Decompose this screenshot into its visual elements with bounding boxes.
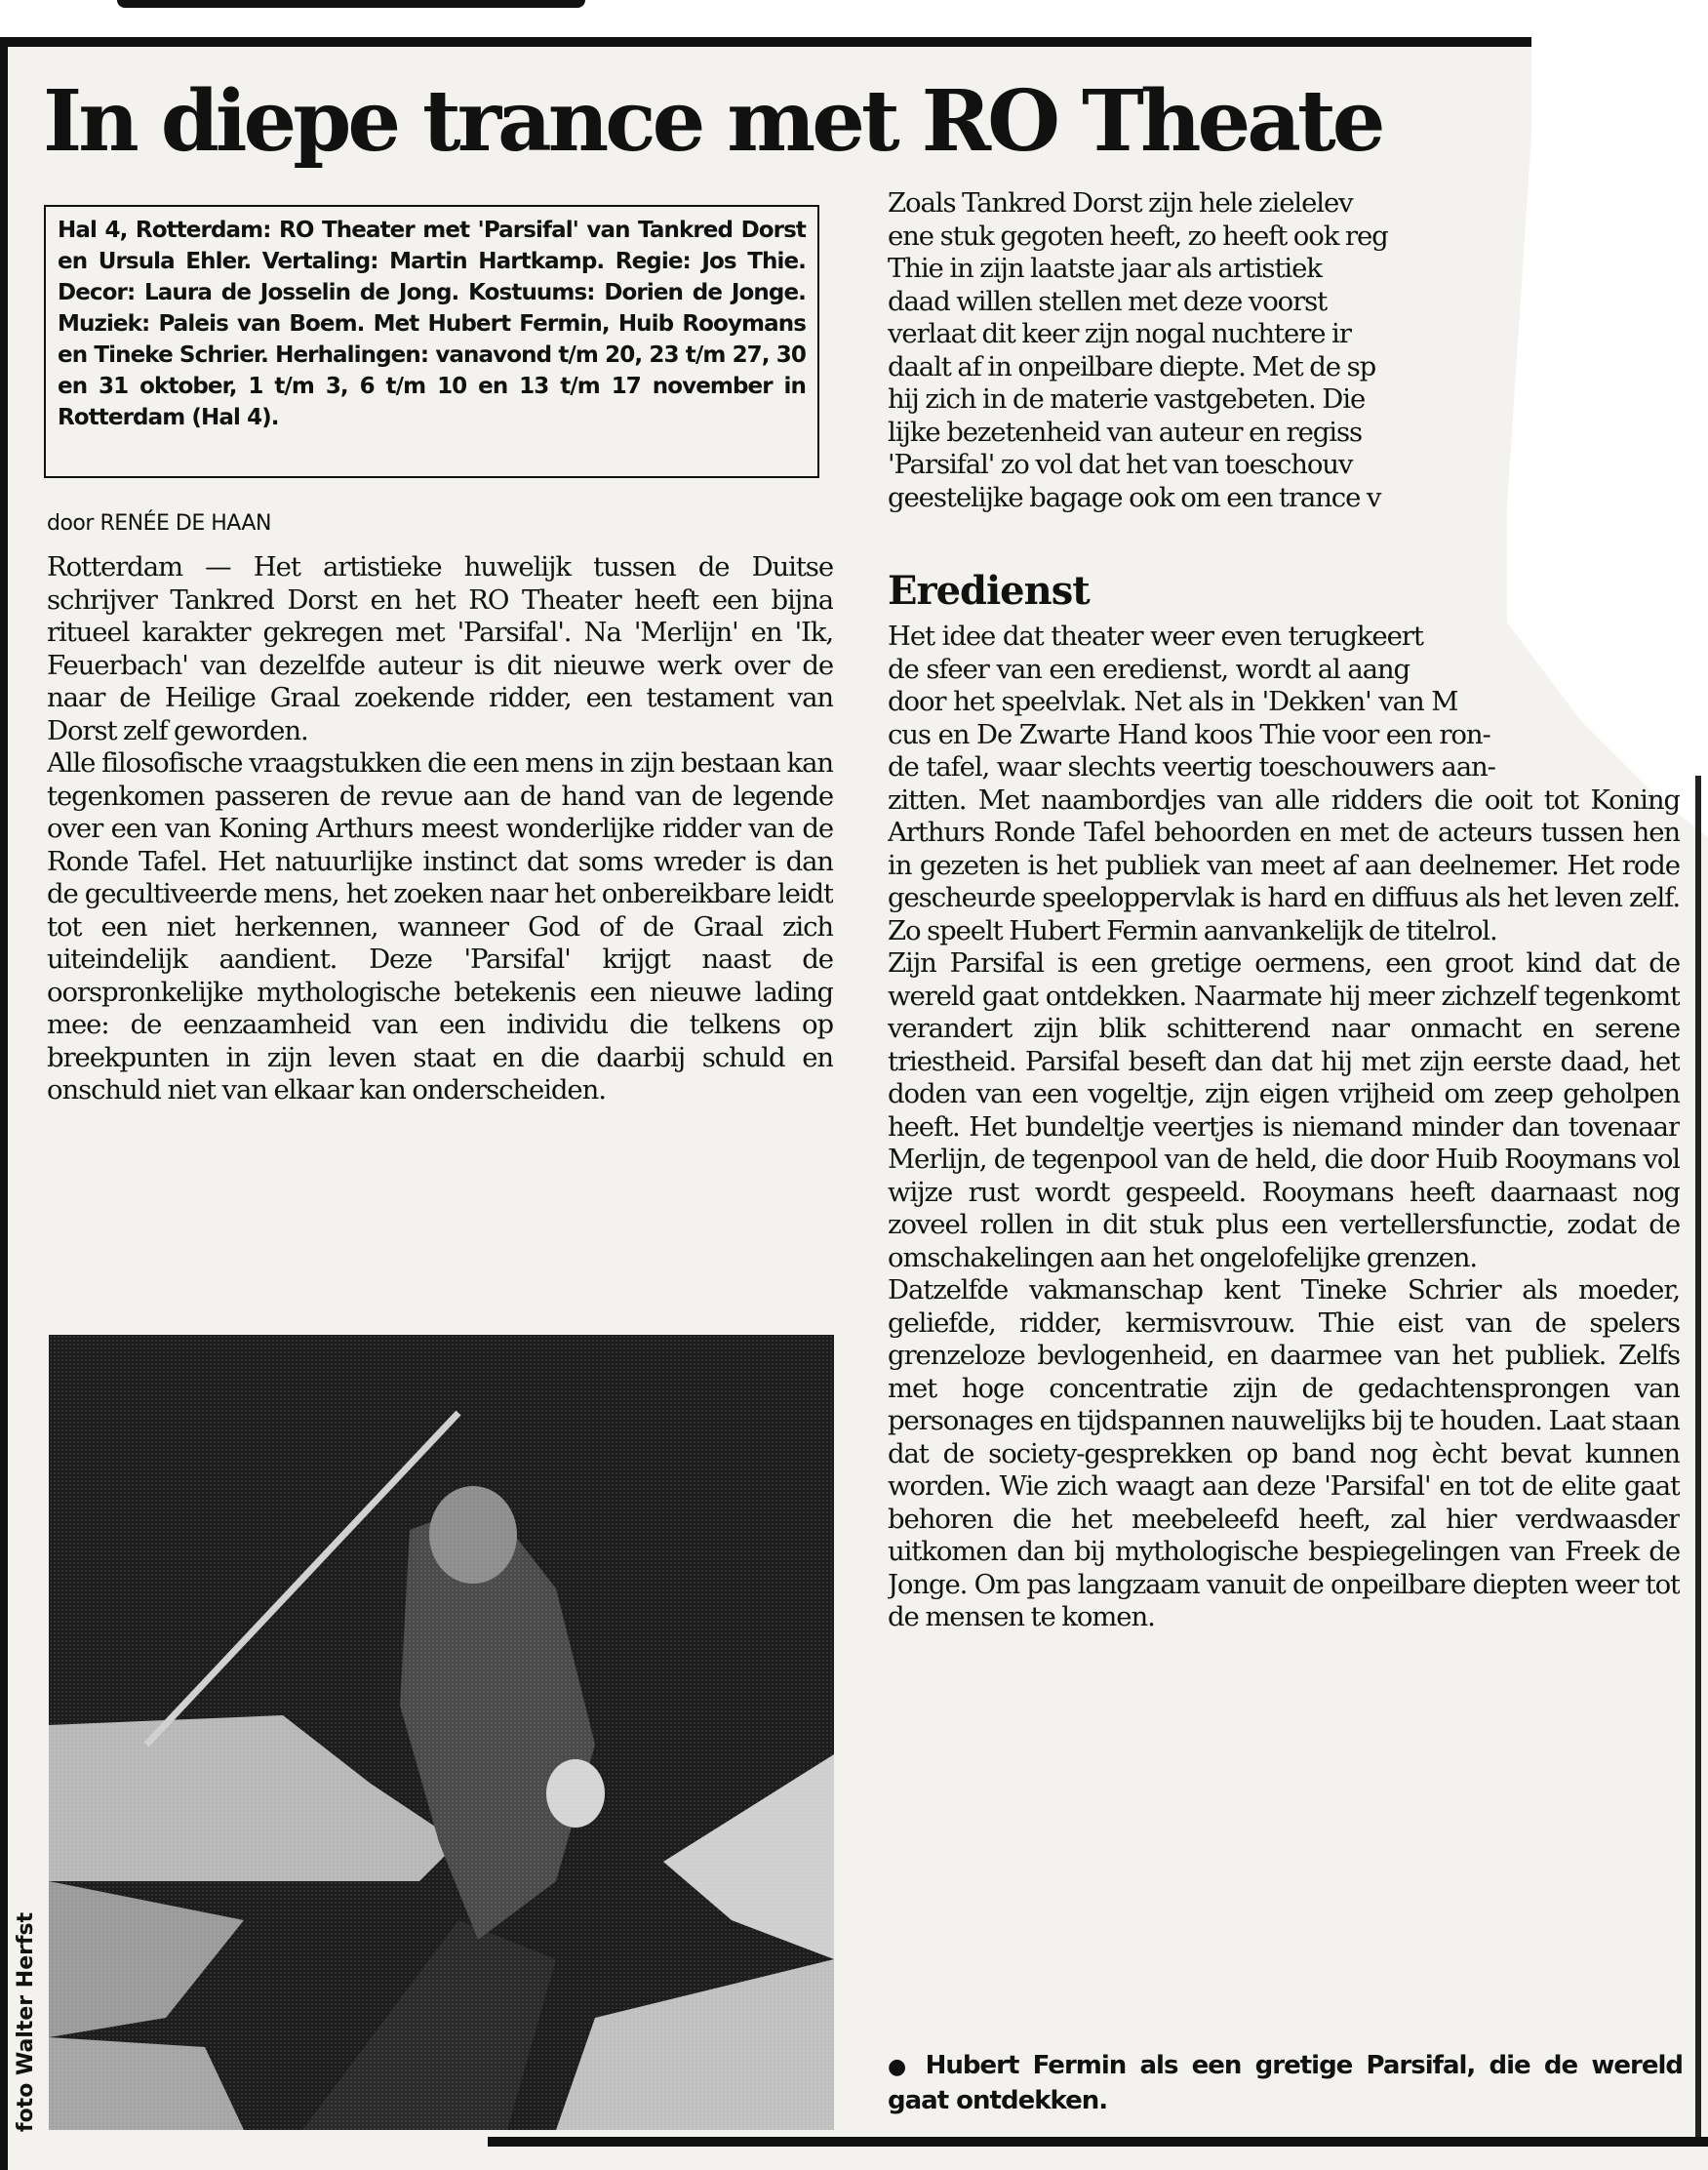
- paragraph: Zijn Parsifal is een gretige oermens, een groot kind dat de wereld gaat ontdekken. Naarmate hij meer zichzelf tegenkomt verandert zijn blik schitterend naar onmacht en serene triestheid. Parsifal beseft dan dat hij met zijn eerste daad, het doden van een vogeltje, zijn eigen vrijheid om zeep geholpen heeft. Het bundeltje veertjes is niemand minder dan tovenaar Merlijn, de tegenpool van de held, die door Huib Rooymans vol wijze rust wordt gespeeld. Rooymans heeft daarnaast nog zoveel rollen in dit stuk plus een vertellersfunctie, zodat de omschakelingen aan het ongelofelijke grenzen.: [888, 947, 1680, 1273]
- photo-illustration: [49, 1335, 834, 2130]
- article-right-column-main: [888, 784, 1680, 1634]
- text-line: hij zich in de materie vastgebeten. Die: [888, 383, 1366, 415]
- bullet-icon: ●: [888, 2055, 912, 2079]
- text-line: verlaat dit keer zijn nogal nuchtere ir: [888, 318, 1351, 349]
- frame-border-right: [1695, 776, 1701, 2137]
- byline: [47, 509, 271, 539]
- paragraph: zitten. Met naambordjes van alle ridders die ooit tot Koning Arthurs Ronde Tafel behoorden en met de acteurs tussen hen in gezeten is het publiek van meet af aan deelnemer. Het rode gescheurde speeloppervlak is hard en diffuus als het leven zelf. Zo speelt Hubert Fermin aanvankelijk de titelrol.: [888, 784, 1680, 946]
- performance-photo: [49, 1335, 834, 2130]
- article-right-column-jagged: [888, 621, 1590, 784]
- paragraph: Rotterdam — Het artistieke huwelijk tussen de Duitse schrijver Tankred Dorst en het RO Theater heeft een bijna ritueel karakter gekregen met 'Parsifal'. Na 'Merlijn' en 'Ik, Feuerbach' van dezelfde auteur is dit nieuwe werk over de naar de Heilige Graal zoekende ridder, een testament van Dorst zelf geworden.: [47, 551, 833, 746]
- text-line: daad willen stellen met deze voorst: [888, 285, 1328, 317]
- text-line: Thie in zijn laatste jaar als artistiek: [888, 253, 1322, 284]
- article-left-column: [47, 551, 833, 1322]
- torn-paper-edge: [117, 0, 585, 8]
- text-line: Het idee dat theater weer even terugkeert: [888, 621, 1423, 652]
- byline-author: RENÉE DE HAAN: [99, 511, 271, 536]
- text-line: geestelijke bagage ook om een trance v: [888, 481, 1381, 513]
- frame-border-top: [0, 37, 1531, 47]
- headline: In diepe trance met RO Theate: [43, 72, 1382, 171]
- text-line: lijke bezetenheid van auteur en regiss: [888, 416, 1362, 448]
- text-line: 'Parsifal' zo vol dat het van toeschouv: [888, 449, 1353, 480]
- halftone-overlay: [49, 1335, 834, 2130]
- text-line: ene stuk gegoten heeft, zo heeft ook reg: [888, 220, 1388, 252]
- paragraph: Alle filosofische vraagstukken die een mens in zijn bestaan kan tegenkomen passeren de revue aan de hand van de legende over een van Koning Arthurs meest wonderlijke ridder van de Ronde Tafel. Het natuurlijke instinct dat soms wreder is dan de gecultiveerde mens, het zoeken naar het onbereikbare leidt tot een niet herkennen, wanneer God of de Graal zich uiteindelijk aandient. Deze 'Parsifal' krijgt naast de oorspronkelijke mythologische betekenis een nieuwe lading mee: de eenzaamheid van een individu die telkens op breekpunten in zijn leven staat en die daarbij schuld en onschuld niet van elkaar kan onderscheiden.: [47, 747, 833, 1105]
- frame-border-bottom: [488, 2137, 1708, 2147]
- text-line: de tafel, waar slechts veertig toeschouwers aan-: [888, 751, 1495, 783]
- article-right-column-torn: [888, 187, 1512, 514]
- text-line: daalt af in onpeilbare diepte. Met de sp: [888, 350, 1376, 382]
- production-info-box: Hal 4, Rotterdam: RO Theater met 'Parsifal' van Tankred Dorst en Ursula Ehler. Vertaling: Martin Hartkamp. Regie: Jos Thie. Decor: Laura de Josselin de Jong. Kostuums: Dorien de Jonge. Muziek: Paleis van Boem. Met Hubert Fermin, Huib Rooymans en Tineke Schrier. Herhalingen: vanavond t/m 20, 23 t/m 27, 30 en 31 oktober, 1 t/m 3, 6 t/m 10 en 13 t/m 17 november in Rotterdam (Hal 4).: [44, 205, 819, 478]
- frame-border-left: [0, 43, 8, 2170]
- text-line: Zoals Tankred Dorst zijn hele zielelev: [888, 187, 1353, 219]
- subheading: Eredienst: [888, 568, 1090, 614]
- photo-credit: foto Walter Herfst: [14, 1911, 38, 2132]
- text-line: de sfeer van een eredienst, wordt al aang: [888, 653, 1410, 685]
- text-line: door het speelvlak. Net als in 'Dekken' van M: [888, 686, 1458, 717]
- byline-prefix: door: [47, 511, 94, 536]
- article-right-column: [888, 621, 1680, 2026]
- caption-text: Hubert Fermin als een gretige Parsifal, die de wereld gaat ontdekken.: [888, 2051, 1683, 2115]
- text-line: cus en De Zwarte Hand koos Thie voor een ron-: [888, 718, 1490, 750]
- photo-caption: [888, 2049, 1683, 2119]
- paragraph: Datzelfde vakmanschap kent Tineke Schrier als moeder, geliefde, ridder, kermisvrouw. Thie eist van de spelers grenzeloze bevlogenheid, en daarmee van het publiek. Zelfs met hoge concentratie zijn de gedachtensprongen van personages en tijdspannen nauwelijks bij te houden. Laat staan dat de society-gesprekken op band nog ècht bevat kunnen worden. Wie zich waagt aan deze 'Parsifal' en tot de elite gaat behoren die het meebeleefd heeft, zal hier verdwaasder uitkomen dan bij mythologische bespiegelingen van Freek de Jonge. Om pas langzaam vanuit de onpeilbare diepten weer tot de mensen te komen.: [888, 1274, 1680, 1632]
